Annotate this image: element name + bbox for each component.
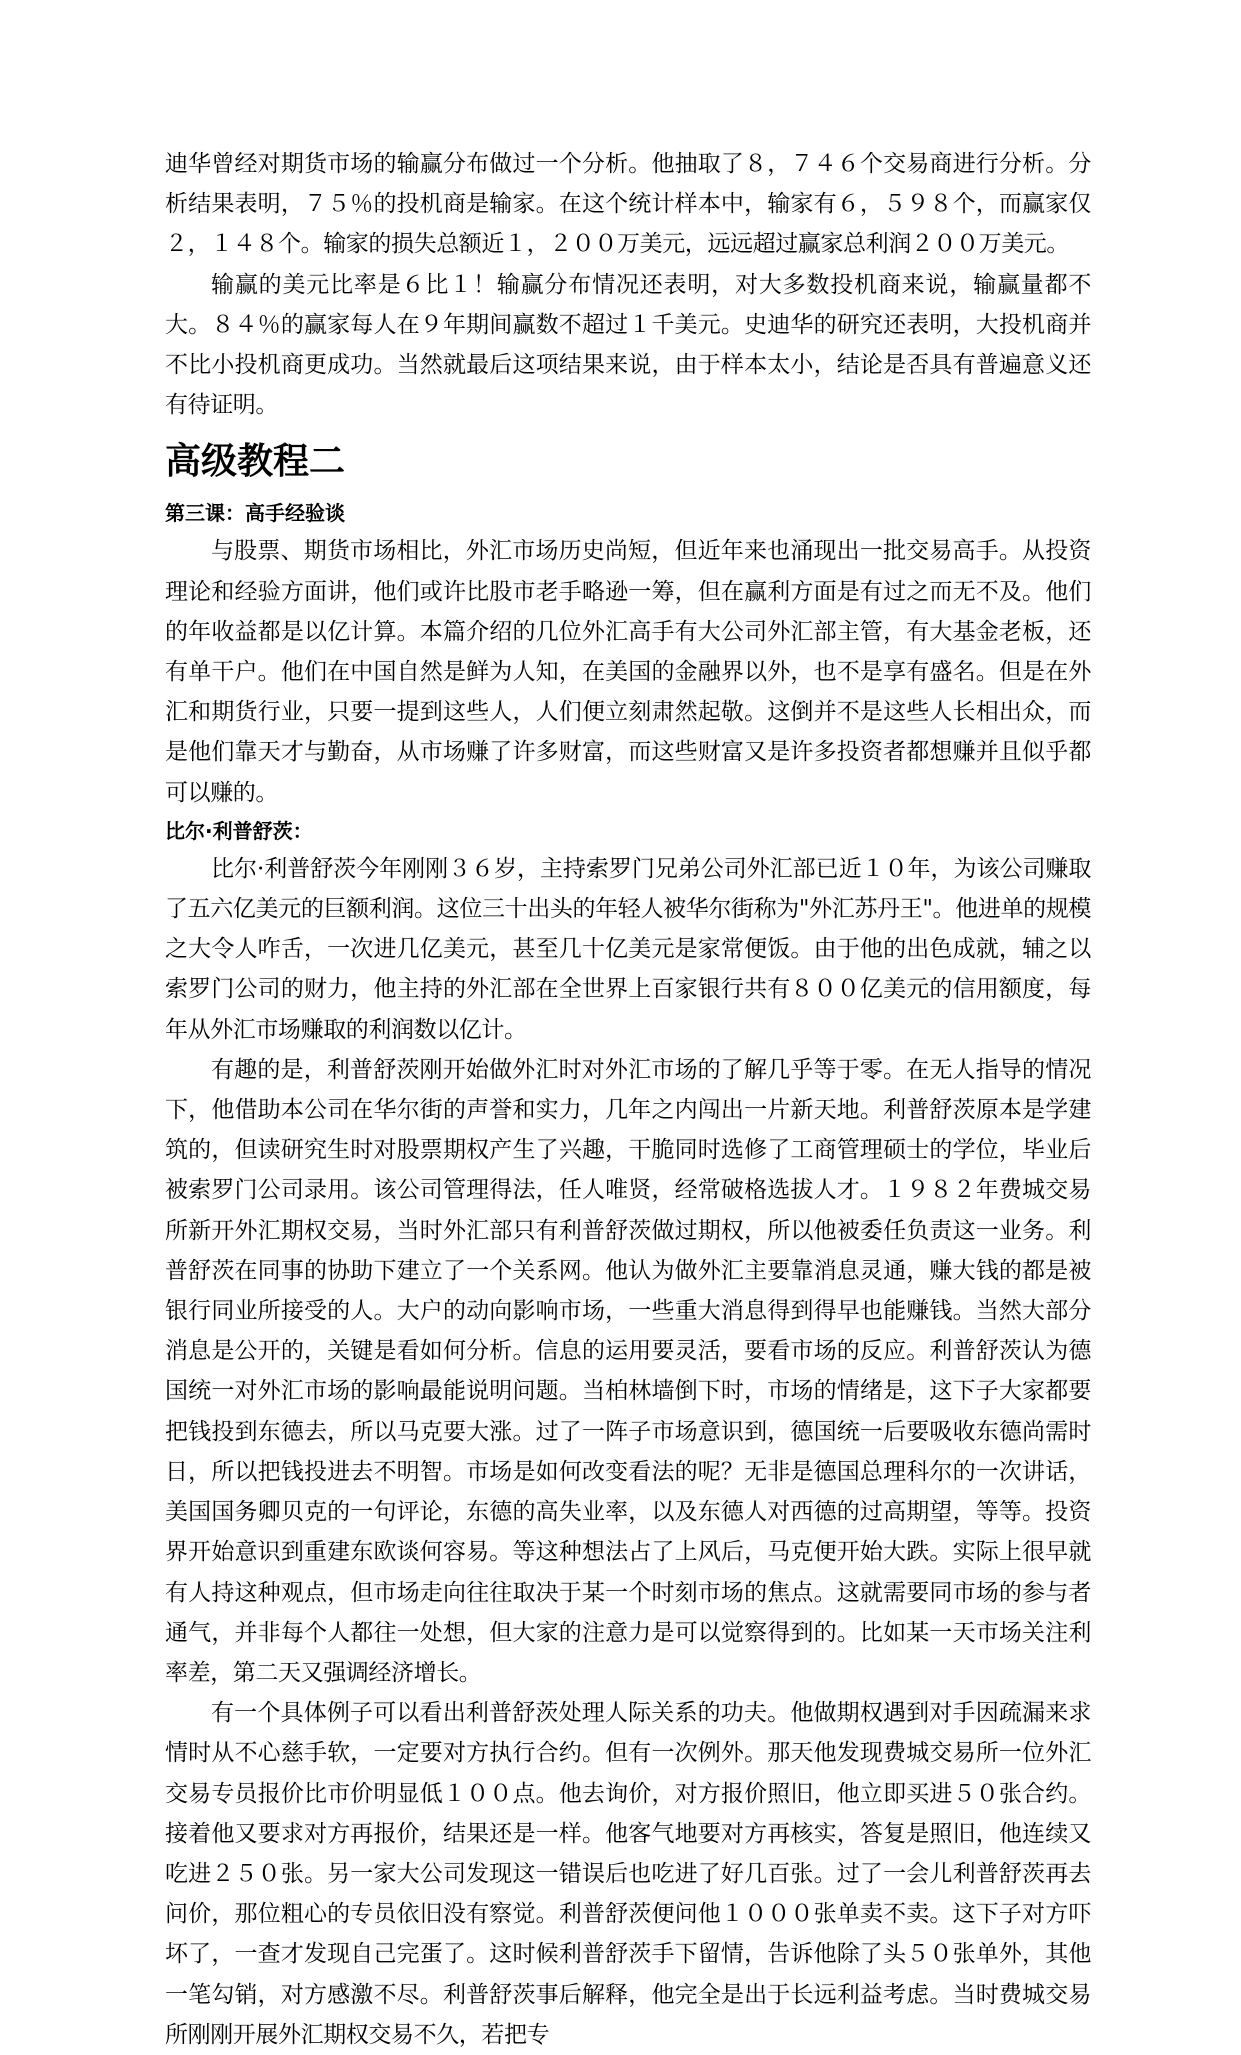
paragraph-intro-2: 输赢的美元比率是６比１！输赢分布情况还表明，对大多数投机商来说，输赢量都不大。８４％的赢家每人在９年期间赢数不超过１千美元。史迪华的研究还表明，大投机商并不比小投机商更成功。当然就最后这项结果来说，由于样本太小，结论是否具有普遍意义还有待证明。 [165, 271, 1091, 419]
person-heading: 比尔·利普舒茨： [165, 818, 313, 843]
paragraph-person-1: 比尔·利普舒茨今年刚刚３６岁，主持索罗门兄弟公司外汇部已近１０年，为该公司赚取了五六亿美元的巨额利润。这位三十出头的年轻人被华尔街称为"外汇苏丹王"。他进单的规模之大令人咋舌，一次进几亿美元，甚至几十亿美元是家常便饭。由于他的出色成就，辅之以索罗门公司的财力，他主持的外汇部在全世界上百家银行共有８００亿美元的信用额度，每年从外汇市场赚取的利润数以亿计。 [165, 855, 1091, 1043]
lesson-heading: 第三课：高手经验谈 [165, 501, 345, 526]
document-page [165, 144, 1091, 2055]
paragraph-intro-1: 迪华曾经对期货市场的输赢分布做过一个分析。他抽取了８，７４６个交易商进行分析。分析结果表明，７５％的投机商是输家。在这个统计样本中，输家有６，５９８个，而赢家仅２，１４８个。输家的损失总额近１，２００万美元，远远超过赢家总利润２００万美元。 [165, 151, 1091, 258]
main-heading: 高级教程二 [165, 441, 346, 483]
paragraph-person-2: 有趣的是，利普舒茨刚开始做外汇时对外汇市场的了解几乎等于零。在无人指导的情况下，他借助本公司在华尔街的声誉和实力，几年之内闯出一片新天地。利普舒茨原本是学建筑的，但读研究生时对股票期权产生了兴趣，干脆同时选修了工商管理硕士的学位，毕业后被索罗门公司录用。该公司管理得法，任人唯贤，经常破格选拔人才。１９８２年费城交易所新开外汇期权交易，当时外汇部只有利普舒茨做过期权，所以他被委任负责这一业务。利普舒茨在同事的协助下建立了一个关系网。他认为做外汇主要靠消息灵通，赚大钱的都是被银行同业所接受的人。大户的动向影响市场，一些重大消息得到得早也能赚钱。当然大部分消息是公开的，关键是看如何分析。信息的运用要灵活，要看市场的反应。利普舒茨认为德国统一对外汇市场的影响最能说明问题。当柏林墙倒下时，市场的情绪是，这下子大家都要把钱投到东德去，所以马克要大涨。过了一阵子市场意识到，德国统一后要吸收东德尚需时日，所以把钱投进去不明智。市场是如何改变看法的呢？无非是德国总理科尔的一次讲话，美国国务卿贝克的一句评论，东德的高失业率，以及东德人对西德的过高期望，等等。投资界开始意识到重建东欧谈何容易。等这种想法占了上风后，马克便开始大跌。实际上很早就有人持这种观点，但市场走向往往取决于某一个时刻市场的焦点。这就需要同市场的参与者通气，并非每个人都往一处想，但大家的注意力是可以觉察得到的。比如某一天市场关注利率差，第二天又强调经济增长。 [165, 1056, 1091, 1686]
paragraph-person-3: 有一个具体例子可以看出利普舒茨处理人际关系的功夫。他做期权遇到对手因疏漏来求情时从不心慈手软，一定要对方执行合约。但有一次例外。那天他发现费城交易所一位外汇交易专员报价比市价明显低１００点。他去询价，对方报价照旧，他立即买进５０张合约。接着他又要求对方再报价，结果还是一样。他客气地要对方再核实，答复是照旧，他连续又吃进２５０张。另一家大公司发现这一错误后也吃进了好几百张。过了一会儿利普舒茨再去问价，那位粗心的专员依旧没有察觉。利普舒茨便问他１０００张单卖不卖。这下子对方吓坏了，一查才发现自己完蛋了。这时候利普舒茨手下留情，告诉他除了头５０张单外，其他一笔勾销，对方感激不尽。利普舒茨事后解释，他完全是出于长远利益考虑。当时费城交易所刚刚开展外汇期权交易不久，若把专 [165, 1700, 1091, 2048]
paragraph-lesson-1: 与股票、期货市场相比，外汇市场历史尚短，但近年来也涌现出一批交易高手。从投资理论和经验方面讲，他们或许比股市老手略逊一筹，但在赢利方面是有过之而无不及。他们的年收益都是以亿计算。本篇介绍的几位外汇高手有大公司外汇部主管，有大基金老板，还有单干户。他们在中国自然是鲜为人知，在美国的金融界以外，也不是享有盛名。但是在外汇和期货行业，只要一提到这些人，人们便立刻肃然起敬。这倒并不是这些人长相出众，而是他们靠天才与勤奋，从市场赚了许多财富，而这些财富又是许多投资者都想赚并且似乎都可以赚的。 [165, 538, 1091, 806]
